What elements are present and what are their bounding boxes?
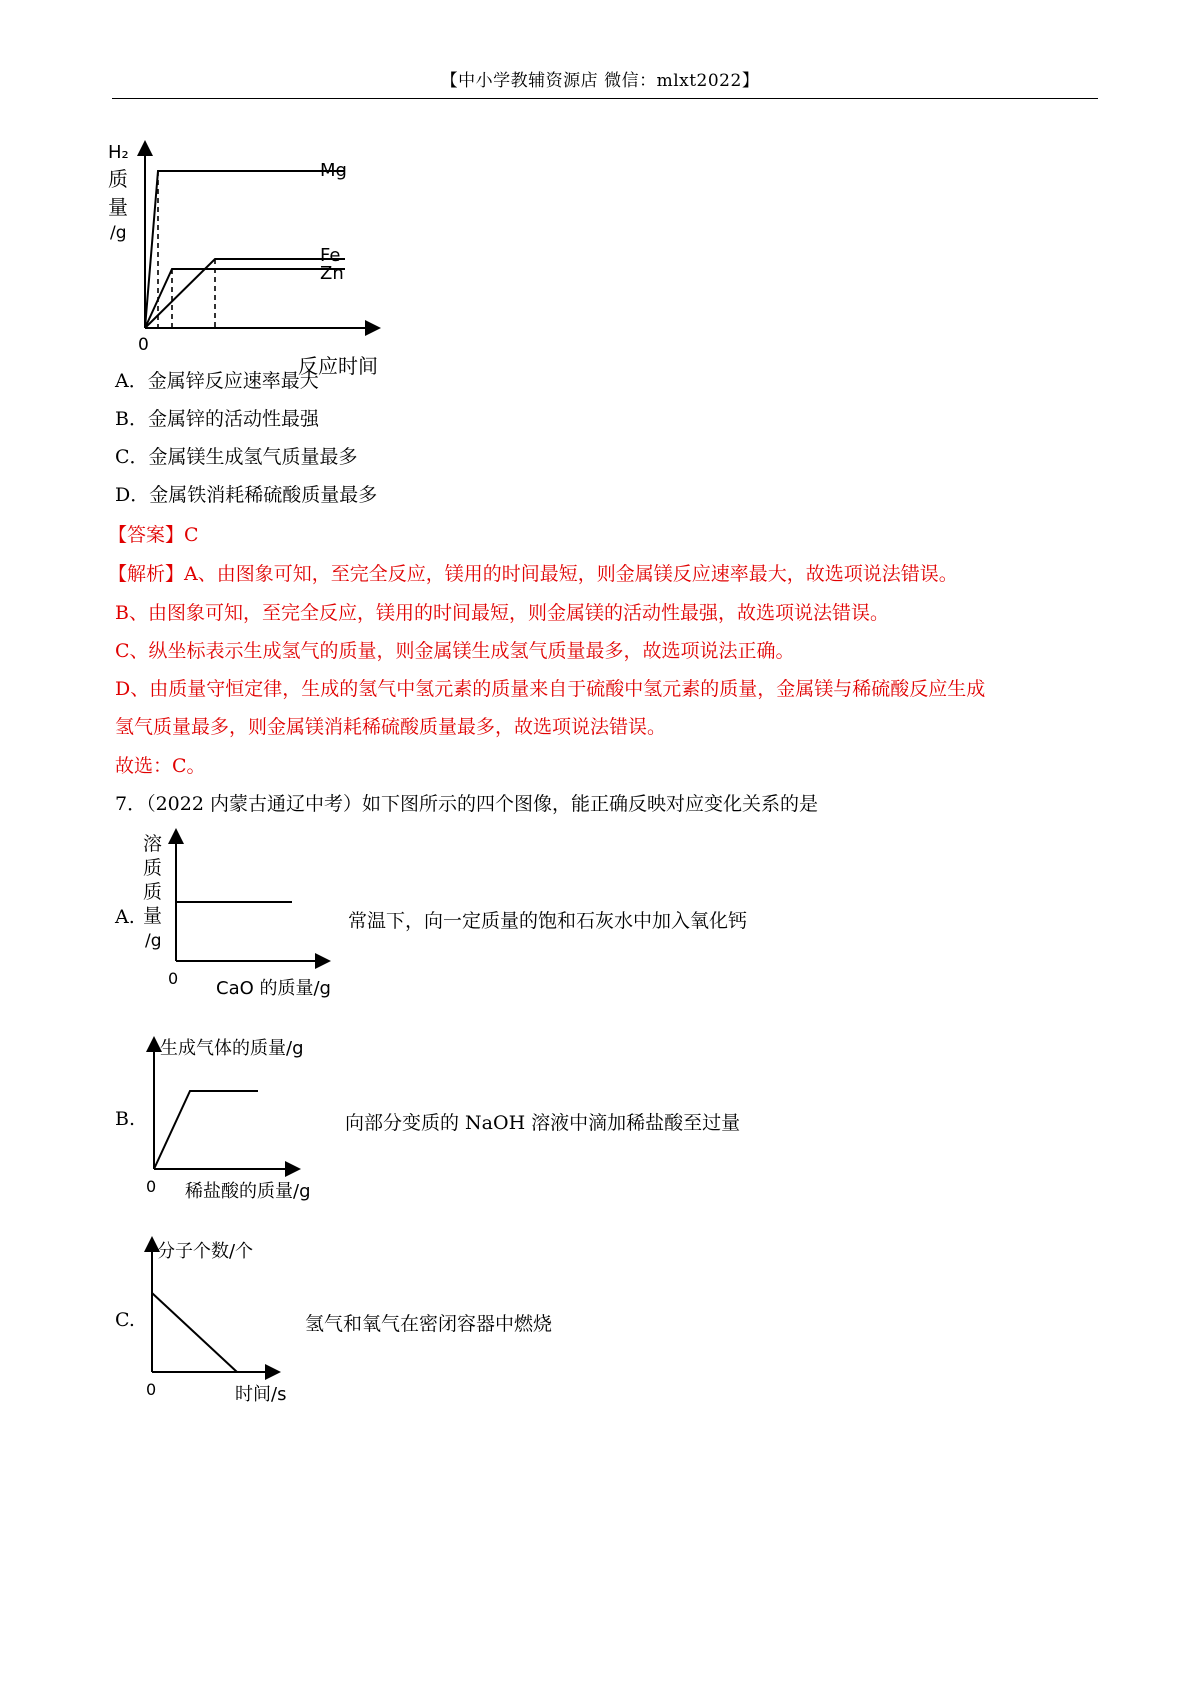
- q7-graph-b: [140, 1035, 340, 1210]
- q7-option-b-label: B.: [115, 1108, 136, 1130]
- analysis-line-1: [108, 559, 958, 586]
- q7-option-c-description: 氢气和氧气在密闭容器中燃烧: [305, 1313, 553, 1335]
- option-c: C．金属镁生成氢气质量最多: [115, 446, 358, 468]
- q7-option-c-label: C.: [115, 1309, 135, 1331]
- page-header: 【中小学教辅资源店 微信：mlxt2022】: [440, 71, 760, 91]
- analysis-text-d: D、由质量守恒定律，生成的氢气中氢元素的质量来自于硫酸中氢元素的质量，金属镁与稀硫酸反应生成: [115, 678, 986, 700]
- y-label-liang: 量: [108, 195, 128, 219]
- y-axis-label: 生成气体的质量/g: [160, 1038, 304, 1059]
- q7-option-a-label: A.: [115, 906, 135, 928]
- option-a: A．金属锌反应速率最大: [115, 370, 319, 392]
- analysis-conclusion: 故选：C。: [115, 755, 206, 777]
- origin-label: 0: [146, 1380, 157, 1399]
- mg-line: [145, 171, 345, 328]
- y-label-unit: /g: [110, 223, 127, 243]
- analysis-text-b: B、由图象可知，至完全反应，镁用的时间最短，则金属镁的活动性最强，故选项说法错误。: [115, 602, 889, 624]
- y-label-line-4: 量: [143, 905, 163, 927]
- origin-label: 0: [138, 335, 149, 355]
- analysis-label: 【解析】: [108, 563, 185, 585]
- q7-graph-a: [140, 828, 340, 998]
- y-label-h2: H₂: [108, 142, 129, 163]
- series-label-fe: Fe: [320, 245, 341, 266]
- series-label-mg: Mg: [320, 160, 347, 181]
- option-b: B．金属锌的活动性最强: [115, 408, 319, 430]
- origin-label: 0: [146, 1177, 157, 1196]
- q7-graph-c: [140, 1235, 320, 1410]
- answer-label: 【答案】: [108, 524, 185, 546]
- hydrogen-mass-graph: [100, 138, 400, 378]
- analysis-text-a: A、由图象可知，至完全反应，镁用的时间最短，则金属镁反应速率最大，故选项说法错误。: [184, 563, 958, 585]
- header-rule: [112, 98, 1098, 99]
- y-label-line-3: 质: [143, 881, 163, 903]
- q7-option-b-description: 向部分变质的 NaOH 溶液中滴加稀盐酸至过量: [345, 1112, 741, 1134]
- answer-value: C: [184, 524, 199, 546]
- y-axis-label: 分子个数/个: [157, 1241, 254, 1262]
- series-label-zn: Zn: [320, 263, 344, 284]
- data-line: [152, 1293, 237, 1372]
- question-7-stem: 7．（2022 内蒙古通辽中考）如下图所示的四个图像，能正确反映对应变化关系的是: [115, 793, 818, 815]
- x-axis-label: 时间/s: [235, 1384, 287, 1405]
- analysis-text-d-cont: 氢气质量最多，则金属镁消耗稀硫酸质量最多，故选项说法错误。: [115, 716, 667, 738]
- q7-option-a-description: 常温下，向一定质量的饱和石灰水中加入氧化钙: [348, 910, 748, 932]
- x-axis-label: 反应时间: [298, 354, 378, 378]
- y-label-line-5: /g: [145, 931, 162, 951]
- y-label-zhi: 质: [108, 167, 128, 191]
- x-axis-label: 稀盐酸的质量/g: [185, 1181, 311, 1202]
- origin-label: 0: [168, 969, 179, 988]
- answer-line: [108, 520, 199, 547]
- y-label-line-2: 质: [143, 857, 163, 879]
- x-axis-label: CaO 的质量/g: [216, 978, 331, 999]
- analysis-text-c: C、纵坐标表示生成氢气的质量，则金属镁生成氢气质量最多，故选项说法正确。: [115, 640, 795, 662]
- option-d: D．金属铁消耗稀硫酸质量最多: [115, 484, 378, 506]
- data-line: [154, 1091, 258, 1169]
- y-label-line-1: 溶: [143, 833, 163, 855]
